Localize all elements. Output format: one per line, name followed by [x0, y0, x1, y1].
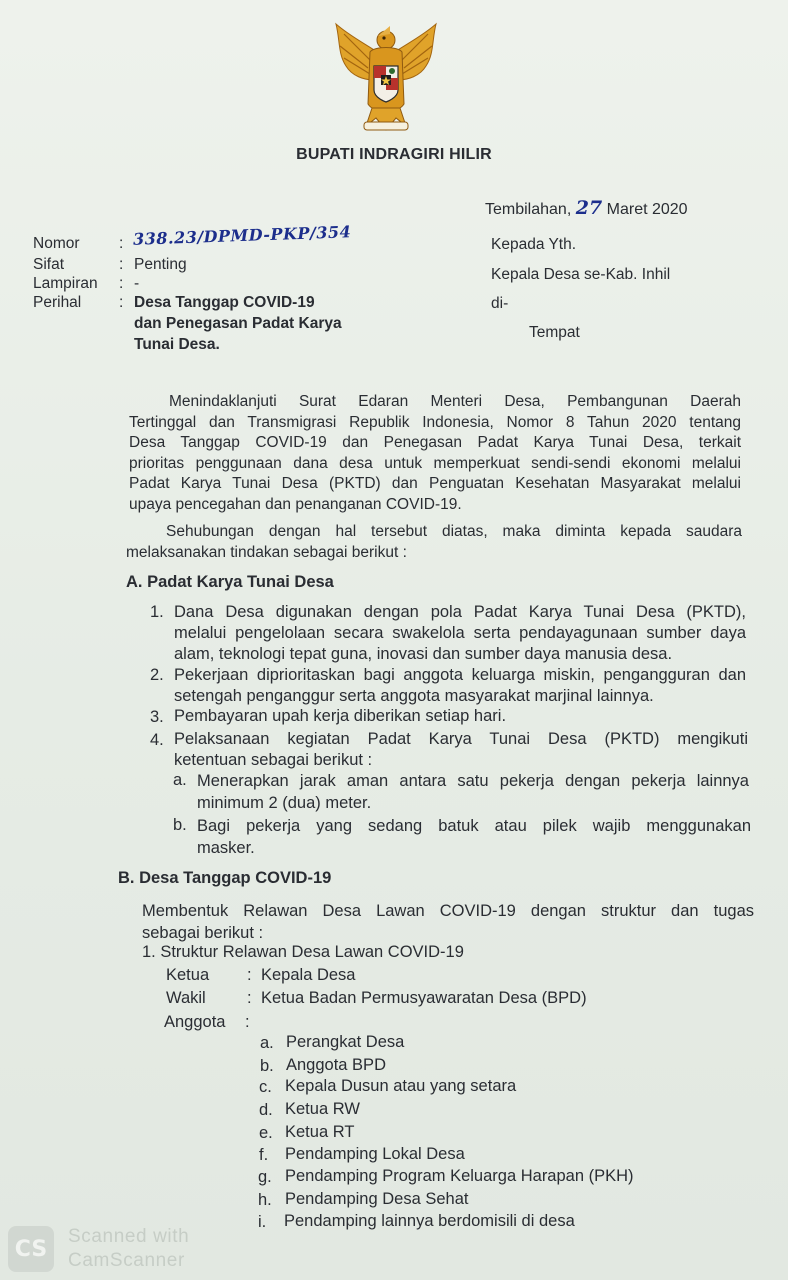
section-b-intro — [142, 900, 754, 944]
member-letter: b. — [260, 1057, 274, 1075]
perihal-colon: : — [119, 294, 124, 311]
member-letter: a. — [260, 1034, 274, 1052]
role-colon: : — [247, 966, 252, 984]
subitem-line: minimum 2 (dua) meter. — [197, 794, 372, 812]
section-a-subitem-b — [197, 815, 751, 859]
role-value-ketua: Kepala Desa — [261, 966, 356, 984]
item-line: Dana Desa digunakan dengan pola Padat Karya Tunai Desa (PKTD), — [174, 603, 746, 621]
member-letter: i. — [258, 1213, 267, 1231]
role-label-anggota: Anggota — [164, 1013, 226, 1031]
item-line: ketentuan sebagai berikut : — [174, 751, 373, 769]
recipient-line-3: di- — [491, 295, 509, 312]
perihal-label: Perihal — [33, 294, 82, 311]
member-letter: e. — [259, 1124, 273, 1142]
paragraph-line: Padat Karya Tunai Desa (PKTD) dan Penguatan Kesehatan Masyarakat melalui — [129, 475, 741, 492]
sifat-colon: : — [119, 256, 124, 273]
nomor-colon: : — [119, 235, 124, 252]
section-a-item-3: Pembayaran upah kerja diberikan setiap hari. — [174, 707, 507, 725]
recipient-line-4: Tempat — [529, 324, 580, 341]
camscanner-watermark — [0, 1226, 200, 1280]
camscanner-icon: CS — [8, 1226, 54, 1272]
page-title: BUPATI INDRAGIRI HILIR — [296, 146, 492, 163]
recipient-line-1: Kepada Yth. — [491, 236, 577, 253]
watermark-line-2: CamScanner — [68, 1250, 185, 1271]
paragraph-line: Desa Tanggap COVID-19 dan Penegasan Padat Karya Tunai Desa, terkait — [129, 434, 741, 451]
perihal-line-2: dan Penegasan Padat Karya — [134, 315, 342, 332]
paragraph-line: upaya pencegahan dan penanganan COVID-19. — [129, 495, 462, 513]
section-a-item-1 — [174, 602, 746, 665]
member-item: Ketua RW — [285, 1100, 360, 1118]
opening-paragraph — [129, 392, 741, 515]
sifat-label: Sifat — [33, 256, 65, 273]
role-colon: : — [245, 1013, 250, 1031]
member-item: Perangkat Desa — [286, 1033, 405, 1051]
intro-line: Membentuk Relawan Desa Lawan COVID-19 dengan struktur dan tugas — [142, 902, 754, 920]
lampiran-label: Lampiran — [33, 275, 98, 292]
item-number: 2. — [150, 666, 164, 684]
structure-title: 1. Struktur Relawan Desa Lawan COVID-19 — [142, 943, 464, 961]
sifat-value: Penting — [134, 256, 187, 273]
request-paragraph — [126, 522, 742, 563]
member-item: Pendamping Program Keluarga Harapan (PKH) — [285, 1167, 634, 1185]
handwritten-date: 27 — [575, 197, 603, 219]
perihal-line-1: Desa Tanggap COVID-19 — [134, 294, 315, 311]
member-letter: h. — [258, 1191, 272, 1209]
paragraph-line: Tertinggal dan Transmigrasi Republik Indonesia, Nomor 8 Tahun 2020 tentang — [129, 413, 741, 431]
date-line — [485, 197, 688, 219]
member-item: Pendamping Desa Sehat — [285, 1190, 469, 1208]
member-letter: g. — [258, 1168, 272, 1186]
intro-line: sebagai berikut : — [142, 924, 264, 942]
paragraph-line: Sehubungan dengan hal tersebut diatas, maka diminta kepada saudara — [166, 523, 742, 540]
item-line: Pekerjaan diprioritaskan bagi anggota keluarga miskin, pengangguran dan — [174, 666, 746, 684]
paragraph-line: prioritas penggunaan dana desa untuk memperkuat sendi-sendi ekonomi melalui — [129, 454, 741, 472]
item-line: alam, teknologi tepat guna, inovasi dan sumber daya manusia desa. — [174, 645, 673, 663]
item-number: 4. — [150, 731, 164, 749]
subitem-line: Bagi pekerja yang sedang batuk atau pilek wajib menggunakan — [197, 817, 751, 835]
section-b-title: B. Desa Tanggap COVID-19 — [118, 869, 332, 887]
role-value-wakil: Ketua Badan Permusyawaratan Desa (BPD) — [261, 989, 587, 1007]
member-item: Anggota BPD — [286, 1056, 386, 1074]
role-label-ketua: Ketua — [166, 966, 210, 984]
paragraph-line: melaksanakan tindakan sebagai berikut : — [126, 543, 407, 561]
item-line: setengah penganggur serta anggota masyarakat marjinal lainnya. — [174, 687, 654, 705]
place-date: Tembilahan, — [485, 201, 572, 218]
paragraph-line: Menindaklanjuti Surat Edaran Menteri Desa, Pembangunan Daerah — [169, 393, 741, 410]
member-item: Ketua RT — [285, 1123, 355, 1141]
member-letter: f. — [259, 1146, 269, 1164]
subitem-letter: b. — [173, 816, 187, 834]
role-label-wakil: Wakil — [166, 989, 206, 1007]
subitem-line: masker. — [197, 839, 255, 857]
date-month-year: Maret 2020 — [606, 201, 688, 218]
lampiran-colon: : — [119, 275, 124, 292]
section-a-title: A. Padat Karya Tunai Desa — [126, 573, 334, 591]
item-line: Pelaksanaan kegiatan Padat Karya Tunai Desa (PKTD) mengikuti — [174, 730, 748, 748]
perihal-line-3: Tunai Desa. — [134, 336, 220, 353]
section-a-item-4 — [174, 729, 748, 771]
member-item: Pendamping lainnya berdomisili di desa — [284, 1212, 575, 1230]
section-a-subitem-a — [197, 770, 749, 814]
nomor-label: Nomor — [33, 235, 80, 252]
member-letter: c. — [259, 1078, 272, 1096]
item-number: 1. — [150, 603, 164, 621]
member-letter: d. — [259, 1101, 273, 1119]
recipient-line-2: Kepala Desa se-Kab. Inhil — [491, 266, 671, 283]
item-line: melalui pengelolaan secara swakelola serta pendayagunaan sumber daya — [174, 624, 746, 642]
lampiran-value: - — [134, 275, 140, 292]
role-colon: : — [247, 989, 252, 1007]
section-a-item-2 — [174, 665, 746, 707]
subitem-line: Menerapkan jarak aman antara satu pekerja dengan pekerja lainnya — [197, 772, 749, 790]
nomor-value: 338.23/DPMD-PKP/354 — [132, 222, 352, 249]
watermark-line-1: Scanned with — [68, 1226, 190, 1247]
item-number: 3. — [150, 708, 164, 726]
subitem-letter: a. — [173, 771, 187, 789]
member-item: Pendamping Lokal Desa — [285, 1145, 465, 1163]
member-item: Kepala Dusun atau yang setara — [285, 1077, 517, 1095]
garuda-emblem-icon — [330, 18, 442, 136]
